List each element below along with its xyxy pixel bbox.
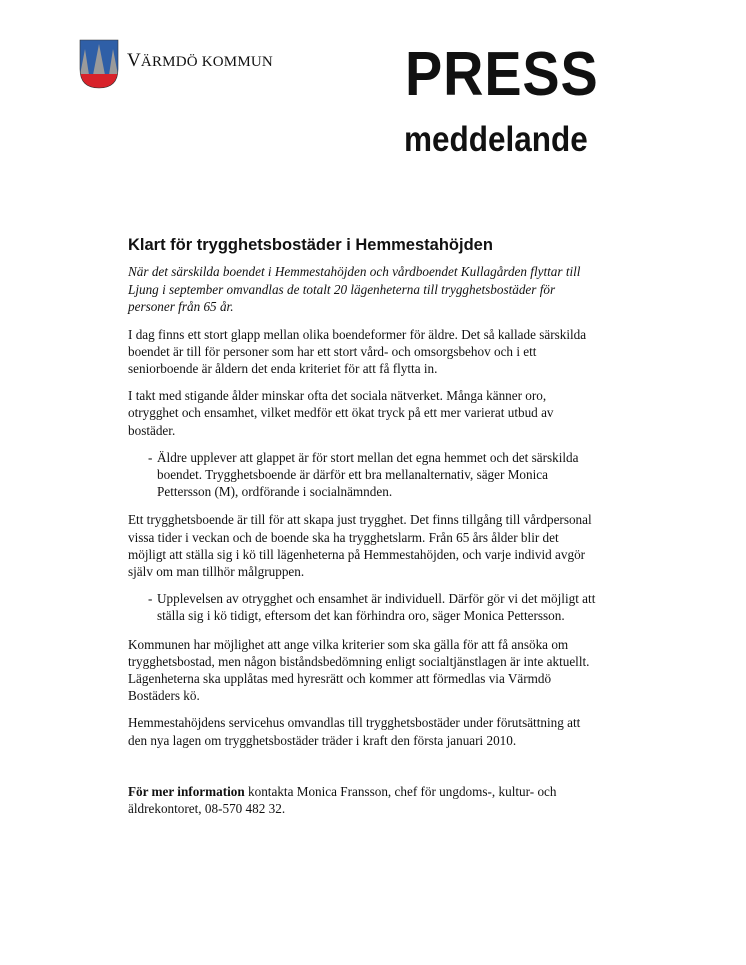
article-paragraph-3: Ett trygghetsboende är till för att skapa just trygghet. Det finns tillgång till vårdpersonal vissa tider i veckan och de boende ska ha trygghetslarm. Från 65 års ålder blir det möjligt att ställa sig i kö till lägenheterna på Hemmestahöjden, och varje individ avgör själv om man tillhör målgruppen. [128, 512, 592, 579]
article-paragraph-1: I dag finns ett stort glapp mellan olika boendeformer för äldre. Det så kallade särskilda boendet är till för personer som har ett stort vård- och omsorgsbehov och i ett seniorboende är åldern det enda kriteriet för att få flytta in. [128, 326, 587, 376]
quote-dash: - [148, 449, 153, 465]
article-headline: Klart för trygghetsbostäder i Hemmestahöjden [128, 236, 493, 254]
organization-name: VÄRMDÖ KOMMUN [127, 50, 273, 71]
quote-1-text: Äldre upplever att glappet är för stort mellan det egna hemmet och det särskilda boendet. Trygghetsboende är därför ett bra mellanalternativ, säger Monica Pettersson (M), ordförande i socialnämnden. [157, 449, 579, 500]
coat-of-arms-logo [79, 39, 119, 89]
quote-2 [128, 590, 598, 624]
contact-info [128, 783, 598, 817]
contact-label: För mer information [128, 783, 245, 799]
article-paragraph-4: Kommunen har möjlighet att ange vilka kriterier som ska gälla för att få ansöka om trygghetsbostad, men någon biståndsbedömning enligt socialtjänstlagen är inte aktuellt. Lägenheterna ska upplåtas med hyresrätt och kommer att förmedlas via Värmdö Bostäders kö. [128, 636, 590, 704]
article-lead: När det särskilda boendet i Hemmestahöjden och vårdboendet Kullagården flyttar till Ljung i september omvandlas de totalt 20 lägenheterna till trygghetsbostäder för personer från 65 år. [128, 264, 581, 314]
press-subtitle: meddelande [404, 120, 588, 159]
article-paragraph-2: I takt med stigande ålder minskar ofta det sociala nätverket. Många känner oro, otrygghet och ensamhet, vilket medför ett ökat tryck på ett mer varierat utbud av bostäder. [128, 388, 554, 438]
press-title: PRESS [405, 40, 599, 109]
quote-2-text: Upplevelsen av otrygghet och ensamhet är individuell. Därför gör vi det möjligt att ställa sig i kö tidigt, eftersom det kan förhindra oro, säger Monica Pettersson. [157, 591, 596, 624]
press-release-body [128, 234, 598, 830]
quote-dash: - [148, 591, 153, 607]
quote-1 [128, 449, 598, 501]
contact-details: kontakta Monica Fransson, chef för ungdoms-, kultur- och äldrekontoret, 08-570 482 32. [128, 783, 557, 816]
article-paragraph-5: Hemmestahöjdens servicehus omvandlas till trygghetsbostäder under förutsättning att den nya lagen om trygghetsbostäder träder i kraft den första januari 2010. [128, 715, 581, 748]
